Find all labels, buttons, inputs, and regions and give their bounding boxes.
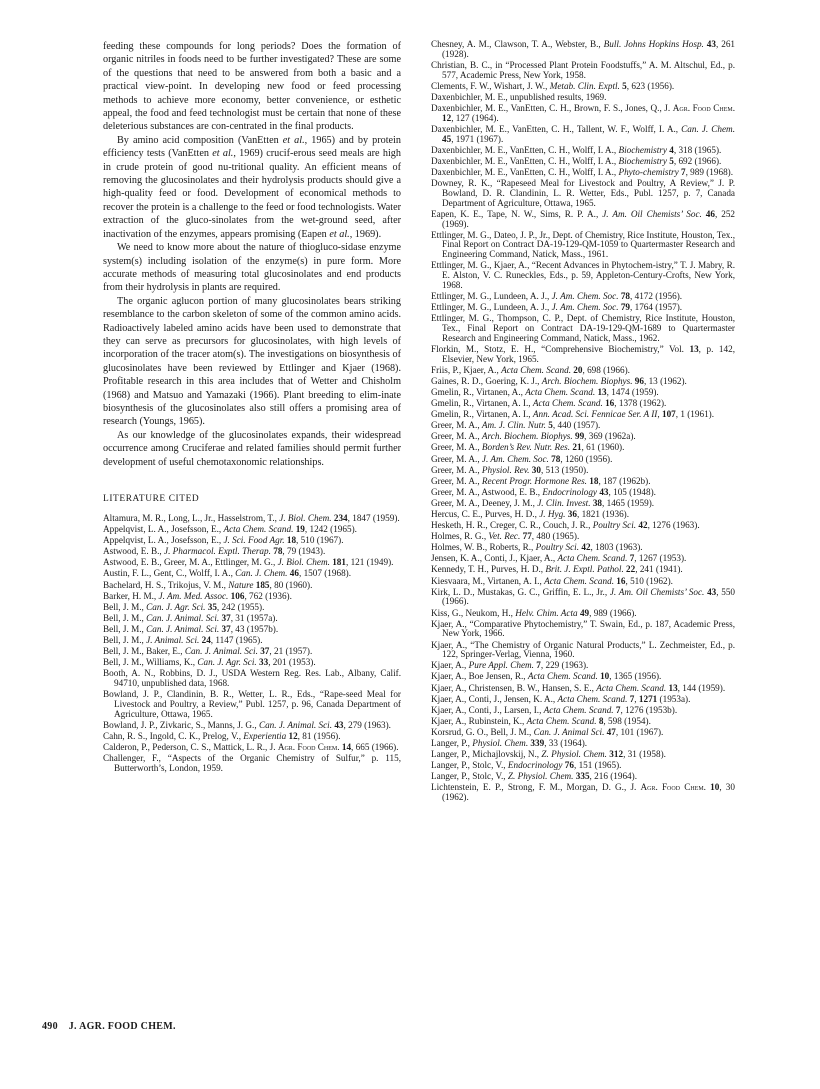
reference-list-right [431,40,735,803]
reference-entry: Jensen, K. A., Conti, J., Kjaer, A., Acta Chem. Scand. 7, 1267 (1953). [431,553,687,564]
body-text [103,40,401,469]
reference-entry: Gaines, R. D., Goering, K. J., Arch. Biochem. Biophys. 96, 13 (1962). [431,375,687,386]
reference-entry: Astwood, E. B., J. Pharmacol. Exptl. Therap. 78, 79 (1943). [103,546,326,557]
body-paragraph: By amino acid composition (VanEtten et al., 1965) and by protein efficiency tests (VanEtten et al., 1969) crucif-erous seed meals are high in crude protein of good nu-tritional quality. An efficient means of removing the glucosinolates and their hydrolysis products should give a high-quality feed or food. Development of economical methods to recover the protein is a challenge to the feed or food technologists. Water extraction of the gluco-sinolates from the wet-ground seed, after inactivation of the enzymes, appears promising (Eapen et al., 1969). [103,134,401,240]
reference-entry: Langer, P., Physiol. Chem. 339, 33 (1964). [431,738,588,749]
reference-entry: Florkin, M., Stotz, E. H., “Comprehensive Biochemistry,” Vol. 13, p. 142, Elsevier, New York, 1965. [431,343,736,364]
reference-entry: Greer, M. A., Astwood, E. B., Endocrinology 43, 105 (1948). [431,486,656,497]
reference-entry: Kiesvaara, M., Virtanen, A. I., Acta Chem. Scand. 16, 510 (1962). [431,575,673,586]
reference-entry: Kjaer, A., Rubinstein, K., Acta Chem. Scand. 8, 598 (1954). [431,715,651,726]
reference-entry: Austin, F. L., Gent, C., Wolff, I. A., Can. J. Chem. 46, 1507 (1968). [103,568,352,579]
reference-entry: Korsrud, G. O., Bell, J. M., Can. J. Animal Sci. 47, 101 (1967). [431,726,664,737]
reference-entry: Langer, P., Michajlovskij, N., Z. Physiol. Chem. 312, 31 (1958). [431,749,666,760]
reference-entry: Greer, M. A., Physiol. Rev. 30, 513 (1950). [431,464,589,475]
reference-entry: Altamura, M. R., Long, L., Jr., Hasselstrom, T., J. Biol. Chem. 234, 1847 (1959). [103,513,400,523]
reference-entry: Hesketh, H. R., Creger, C. R., Couch, J. R., Poultry Sci. 42, 1276 (1963). [431,520,700,531]
reference-entry: Cahn, R. S., Ingold, C. K., Prelog, V., Experientia 12, 81 (1956). [103,730,341,741]
reference-entry: Bell, J. M., J. Animal. Sci. 24, 1147 (1965). [103,635,263,646]
reference-entry: Bowland, J. P., Clandinin, B. R., Wetter, L. R., Eds., “Rape-seed Meal for Livestock and Poultry, a Review,” Publ. 1257, p. 96, Canada Department of Agriculture, Ottawa, 1965. [103,689,401,719]
reference-entry: Bell, J. M., Williams, K., Can. J. Agr. Sci. 33, 201 (1953). [103,657,316,668]
reference-entry: Daxenbichler, M. E., VanEtten, C. H., Tallent, W. F., Wolff, I. A., Can. J. Chem. 45, 1971 (1967). [431,123,735,144]
reference-entry: Bachelard, H. S., Trikojus, V. M., Nature 185, 80 (1960). [103,579,313,590]
reference-entry: Kjaer, A., Conti, J., Larsen, I., Acta Chem. Scand. 7, 1276 (1953b). [431,704,678,715]
reference-entry: Ettlinger, M. G., Thompson, C. P., Dept. of Chemistry, Rice Institute, Houston, Tex., Final Report on Contract DA-19-129-QM-1689 to Quartermaster Research and Engineering Command, Natick, Mass., 1962. [431,313,735,343]
reference-entry: Langer, P., Stolc, V., Z. Physiol. Chem. 335, 216 (1964). [431,771,638,782]
page-number: 490 [42,1021,58,1032]
reference-entry: Ettlinger, M. G., Dateo, J. P., Jr., Dept. of Chemistry, Rice Institute, Houston, Tex., Final Report on Contract DA-19-129-QM-1059 to Quartermaster Research and Engineering Command, Natick, Mass., 1961. [431,229,735,260]
reference-entry: Greer, M. A., Am. J. Clin. Nutr. 5, 440 (1957). [431,420,601,431]
reference-entry: Daxenbichler, M. E., unpublished results, 1969. [431,91,607,102]
reference-entry: Ettlinger, M. G., Kjaer, A., “Recent Advances in Phytochem-istry,” T. J. Mabry, R. E. Alston, V. C. Runeckles, Eds., p. 59, Appleton-Century-Crofts, New York, 1968. [431,260,735,290]
reference-entry: Gmelin, R., Virtanen, A. I., Acta Chem. Scand. 16, 1378 (1962). [431,398,667,409]
body-paragraph: The organic aglucon portion of many glucosinolates bears striking resemblance to the carbon skeleton of some of the common amino acids. Radioactively labeled amino acids have been used to demonstrate that they can serve as precursors for glucosinolates, with high levels of incorporation of the tracer atom(s). The investigations on biosynthesis of glucosinolates have been reviewed by Ettlinger and Kjaer (1968). Profitable research in this area includes that of Wetter and Chisholm (1968) and Matsuo and Yamazaki (1966). Plant breeding to elim-inate biosynthesis of the glucosinolates also still offers a promising area of research (Youngs, 1965). [103,295,401,428]
reference-entry: Ettlinger, M. G., Lundeen, A. J., J. Am. Chem. Soc. 78, 4172 (1956). [431,290,683,301]
reference-entry: Downey, R. K., “Rapeseed Meal for Livestock and Poultry, A Review,” J. P. Bowland, D. R. Clandinin, L. R. Wetter, Eds., Publ. 1257, p. 7, Canada Department of Agriculture, Ottawa, 1965. [431,178,735,208]
reference-entry: Eapen, K. E., Tape, N. W., Sims, R. P. A., J. Am. Oil Chemists’ Soc. 46, 252 (1969). [431,208,736,229]
reference-entry: Appelqvist, L. A., Josefsson, E., Acta Chem. Scand. 19, 1242 (1965). [103,524,357,535]
reference-entry: Bell, J. M., Can. J. Animal. Sci. 37, 43 (1957b). [103,623,279,634]
reference-entry: Holmes, R. G., Vet. Rec. 77, 480 (1965). [431,531,580,542]
reference-entry: Kiss, G., Neukom, H., Helv. Chim. Acta 49, 989 (1966). [431,607,637,618]
reference-entry: Kjaer, A., Christensen, B. W., Hansen, S. E., Acta Chem. Scand. 13, 144 (1959). [431,682,726,693]
body-paragraph: feeding these compounds for long periods? Does the formation of organic nitriles in foods need to be further investigated? These are some of the questions that need to be answered from both a basic and a practical view-point. In developing new food or feed processing methods to achieve more economy, better convenience, or esthetic appeal, the food and feed technologist must be certain that none of these deleterious substances are con-centrated in the final products. [103,41,401,133]
reference-entry: Friis, P., Kjaer, A., Acta Chem. Scand. 20, 698 (1966). [431,364,630,375]
reference-entry: Ettlinger, M. G., Lundeen, A. J., J. Am. Chem. Soc. 79, 1764 (1957). [431,302,683,313]
reference-entry: Challenger, F., “Aspects of the Organic Chemistry of Sulfur,” p. 115, Butterworth’s, London, 1959. [103,753,401,773]
reference-entry: Clements, F. W., Wishart, J. W., Metab. Clin. Exptl. 5, 623 (1956). [431,80,675,91]
reference-entry: Kjaer, A., Conti, J., Jensen, K. A., Acta Chem. Scand. 7, 1271 (1953a). [431,693,691,704]
reference-entry: Kjaer, A., “The Chemistry of Organic Natural Products,” L. Zechmeister, Ed., p. 122, Springer-Verlag, Vienna, 1960. [431,639,735,660]
reference-entry: Appelqvist, L. A., Josefsson, E., J. Sci. Food Agr. 18, 510 (1967). [103,535,344,546]
reference-entry: Greer, M. A., Deeney, J. M., J. Clin. Invest. 38, 1465 (1959). [431,497,655,508]
reference-entry: Kjaer, A., “Comparative Phytochemistry,” T. Swain, Ed., p. 187, Academic Press, New York, 1966. [431,618,735,639]
left-column [103,40,401,775]
reference-entry: Daxenbichler, M. E., VanEtten, C. H., Brown, F. S., Jones, Q., J. Agr. Food Chem. 12, 127 (1964). [431,102,735,123]
reference-entry: Daxenbichler, M. E., VanEtten, C. H., Wolff, I. A., Biochemistry 4, 318 (1965). [431,144,722,155]
reference-entry: Astwood, E. B., Greer, M. A., Ettlinger, M. G., J. Biol. Chem. 181, 121 (1949). [103,557,394,568]
page-footer [42,1021,184,1032]
literature-cited-heading: LITERATURE CITED [103,494,200,504]
reference-entry: Holmes, W. B., Roberts, R., Poultry Sci. 42, 1803 (1963). [431,542,643,553]
reference-entry: Daxenbichler, M. E., VanEtten, C. H., Wolff, I. A., Phyto-chemistry 7, 989 (1968). [431,166,734,177]
reference-entry: Greer, M. A., Recent Progr. Hormone Res. 18, 187 (1962b). [431,475,651,486]
reference-entry: Greer, M. A., Arch. Biochem. Biophys. 99, 369 (1962a). [431,431,636,442]
reference-entry: Christian, B. C., in “Processed Plant Protein Foodstuffs,” A. M. Altschul, Ed., p. 577, Academic Press, New York, 1958. [431,59,735,80]
reference-entry: Gmelin, R., Virtanen, A. I., Ann. Acad. Sci. Fennicae Ser. A II, 107, 1 (1961). [431,409,715,420]
reference-entry: Greer, M. A., J. Am. Chem. Soc. 78, 1260 (1956). [431,453,613,464]
reference-entry: Greer, M. A., Borden’s Rev. Nutr. Res. 21, 61 (1960). [431,442,625,453]
reference-entry: Bell, J. M., Can. J. Animal. Sci. 37, 31 (1957a). [103,612,278,623]
reference-entry: Kirk, L. D., Mustakas, G. C., Griffin, E. L., Jr., J. Am. Oil Chemists’ Soc. 43, 550 (1966). [431,586,736,607]
reference-entry: Bowland, J. P., Zivkaric, S., Manns, J. G., Can. J. Animal. Sci. 43, 279 (1963). [103,719,391,730]
reference-entry: Daxenbichler, M. E., VanEtten, C. H., Wolff, I. A., Biochemistry 5, 692 (1966). [431,155,722,166]
reference-entry: Bell, J. M., Can. J. Agr. Sci. 35, 242 (1955). [103,601,265,612]
reference-entry: Langer, P., Stolc, V., Endocrinology 76, 151 (1965). [431,760,622,771]
reference-entry: Barker, H. M., J. Am. Med. Assoc. 106, 762 (1936). [103,590,292,601]
reference-list-left [103,514,401,774]
body-paragraph: As our knowledge of the glucosinolates expands, their widespread occurrence among Cruciferae and related families should permit further development of useful chemotaxonomic relationships. [103,429,401,468]
reference-entry: Booth, A. N., Robbins, D. J., USDA Western Reg. Res. Lab., Albany, Calif. 94710, unpublished data, 1968. [103,668,401,689]
body-paragraph: We need to know more about the nature of thiogluco-sidase enzyme system(s) including isolation of the enzyme(s) in pure form. More accurate methods of measuring total glucosinolates and end products from their hydrolysis in plants are required. [103,242,401,294]
reference-entry: Kennedy, T. H., Purves, H. D., Brit. J. Exptl. Pathol. 22, 241 (1941). [431,564,683,575]
reference-entry: Gmelin, R., Virtanen, A., Acta Chem. Scand. 13, 1474 (1959). [431,386,659,397]
reference-entry: Bell, J. M., Baker, E., Can. J. Animal. Sci. 37, 21 (1957). [103,646,313,657]
reference-entry: Lichtenstein, E. P., Strong, F. M., Morgan, D. G., J. Agr. Food Chem. 10, 30 (1962). [431,782,735,803]
journal-name: J. AGR. FOOD CHEM. [68,1021,176,1032]
reference-entry: Calderon, P., Pederson, C. S., Mattick, L. R., J. Agr. Food Chem. 14, 665 (1966). [103,742,399,753]
right-column [431,40,735,804]
reference-entry: Kjaer, A., Boe Jensen, R., Acta Chem. Scand. 10, 1365 (1956). [431,671,662,682]
reference-entry: Hercus, C. E., Purves, H. D., J. Hyg. 36, 1821 (1936). [431,508,630,519]
reference-entry: Kjaer, A., Pure Appl. Chem. 7, 229 (1963). [431,660,589,671]
reference-entry: Chesney, A. M., Clawson, T. A., Webster, B., Bull. Johns Hopkins Hosp. 43, 261 (1928). [431,39,736,59]
